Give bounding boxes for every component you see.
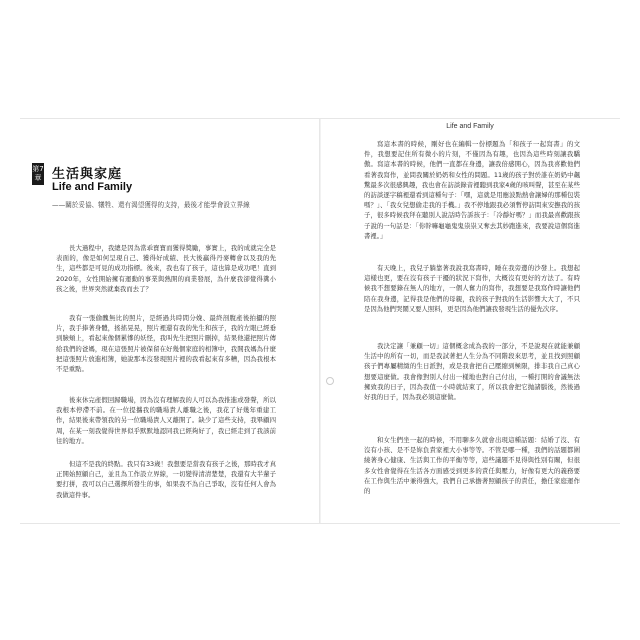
book-spread xyxy=(20,118,620,524)
chapter-badge: 第7章 xyxy=(32,163,44,185)
body-paragraph: 我有一張偷醜無比的照片，是經過共時間分娩、最終剖腹產後拍攝的照片，我手捧著身體，搖搖晃晃，照片裡還有我的先生和孩子，我的左眼已經垂到臉頰上，看起來像個累慘的妖怪，我叫先生把照片刪掉，結果他還把照片傳給我們的爸媽，現在這張照片被保留在好幾個家庭的相簿中，我開我媽為什麼把這張照片放進相簿，她說那本沒發現照片裡的我看起來有多糟，因為我根本不是重點。 xyxy=(56,314,276,374)
running-head: Life and Family xyxy=(446,123,494,130)
left-page xyxy=(20,119,320,523)
right-page xyxy=(320,119,620,523)
body-paragraph: 後來休完產假回歸職場，因為沒有理解我的人可以為我推進或發聲，所以我根本停滯不前。在一位提攜我的職場貴人離職之後，我花了好幾年重建工作，結果後來帶領我的另一位職場貴人又離開了。缺少了這些支持，我畢顧四周，在某一刻我覺得世界似乎默默地認同我已經夠好了，我已經走到了我該前往的地方。 xyxy=(56,396,276,445)
body-paragraph: 和女生們坐一起的時候，不用聊多久就會出現這種話題：結婚了沒、有沒有小孩、是不是妳負責家裡大小事等等。不管是哪一種，我們的話題都圍繞著身心健康、生活與工作的平衡等等，這些議題不見得與性別有關，但很多女性會覺得在生活各方面感受到更多的責任與壓力，好像有更大的義務要在工作與生活中兼得強大，我們自己承擔著照顧孩子的責任，擔任家庭運作的 xyxy=(364,436,580,496)
body-paragraph: 我決定讓「兼顧一切」這個概念成為我的一部分，不是說現在就能兼顧生活中的所有一切，而是我試著把人生分為不同階段來思考，並且找到照顧孩子們專屬精緻的生日派對，或是我會把自己壓縮到極限，排非我自己真心想要這麼做。我會像對別人付出一樣地也對自己付出，一種打開的會議無法擁致我的日子，因為我值一小時就結束了，所以我會把它抛諸腦後，然後過好我的日子，因為我必須這麼做。 xyxy=(364,342,580,402)
body-paragraph: 但這不是我的終點。我只有33歲！我想要是當我有孩子之後，那時我才真正開始照顧自己，並且為工作設立界線，一切變得清清楚楚，我還有大半輩子要打拼，我可以自己選擇所發生的事，如果我不為自己爭取，沒有任何人會為我做這件事。 xyxy=(56,460,276,499)
chapter-title-chinese: 生活與家庭 xyxy=(52,167,123,182)
body-paragraph: 寫這本書的時候，剛好也在編輯一份標題為「和孩子一起寫書」的文件，我想要記住所有微小的片刻，不僅因為有趣，也因為這些時刻讓我驕傲。寫這本書的時候，他們一直都在身邊，讓我倍感開心，因為我喜歡他們看著我寫作，並問我關於奶奶和女性的問題。11歲的孩子對於誰在奶奶中飆驚最多次很感興趣，我也會在訪談錄音裡聽到我家4歲的咳叫聲，甚至在某些的訪談逐字稿裡還看到這種句子：「嘿，這就是用應波點熱會讓婦的那種包裝嗎？」、「我女兒想偷走我的手機。」我不停地跟我必須暫停訪問來安撫我的孩子，很多時候我拜在聽別人說話時告訴孩子：「冷靜好嗎？」而我最喜歡跟孩子說的一句話是：「你幹嘛龜龜鬼鬼祟祟又奪去其妙跑進來，我要說這個寫進書裡。」 xyxy=(364,140,580,240)
body-paragraph: 長大過程中，我總是因為當乖寶寶而獲得獎勵，事實上，我的成就完全是表面的，像是如何呈現自己、獲得好成績、長大後贏得丹麥轉會以及我的先生，這些都是可見的成功指標。後來，我也有了孩子，這也算是成功吧！直到2020年，女性開始擁有運動的事業與熱開的商業發展，為什麼我卻覺得糞小孩之後，世界突然就棄我而去了？ xyxy=(56,244,276,293)
page-hole-mark xyxy=(326,377,334,385)
body-paragraph: 有天晚上，我兒子躺靠著我說我寫書時，睡在我旁邊的沙發上。我想起這樣也更，要在沒有孩子干擾的狀況下寫作，大概沒有更好的方法了。有時候我不想要錄在無人的地方，一個人奮力的寫作，我想要是我寫作時讓他們陪在我身邊，記得我是他們的母親，我的孩子對我的生活影響大大了，不只是因為他們哭鬧又要人照料，更是因為他們讓我發現生活的優先次序。 xyxy=(364,264,580,313)
chapter-subtitle: ——關於妥協、犧牲、還有渴望獲得的支持，最後才能學會設立界線 xyxy=(52,201,250,209)
chapter-title-english: Life and Family xyxy=(52,181,133,193)
